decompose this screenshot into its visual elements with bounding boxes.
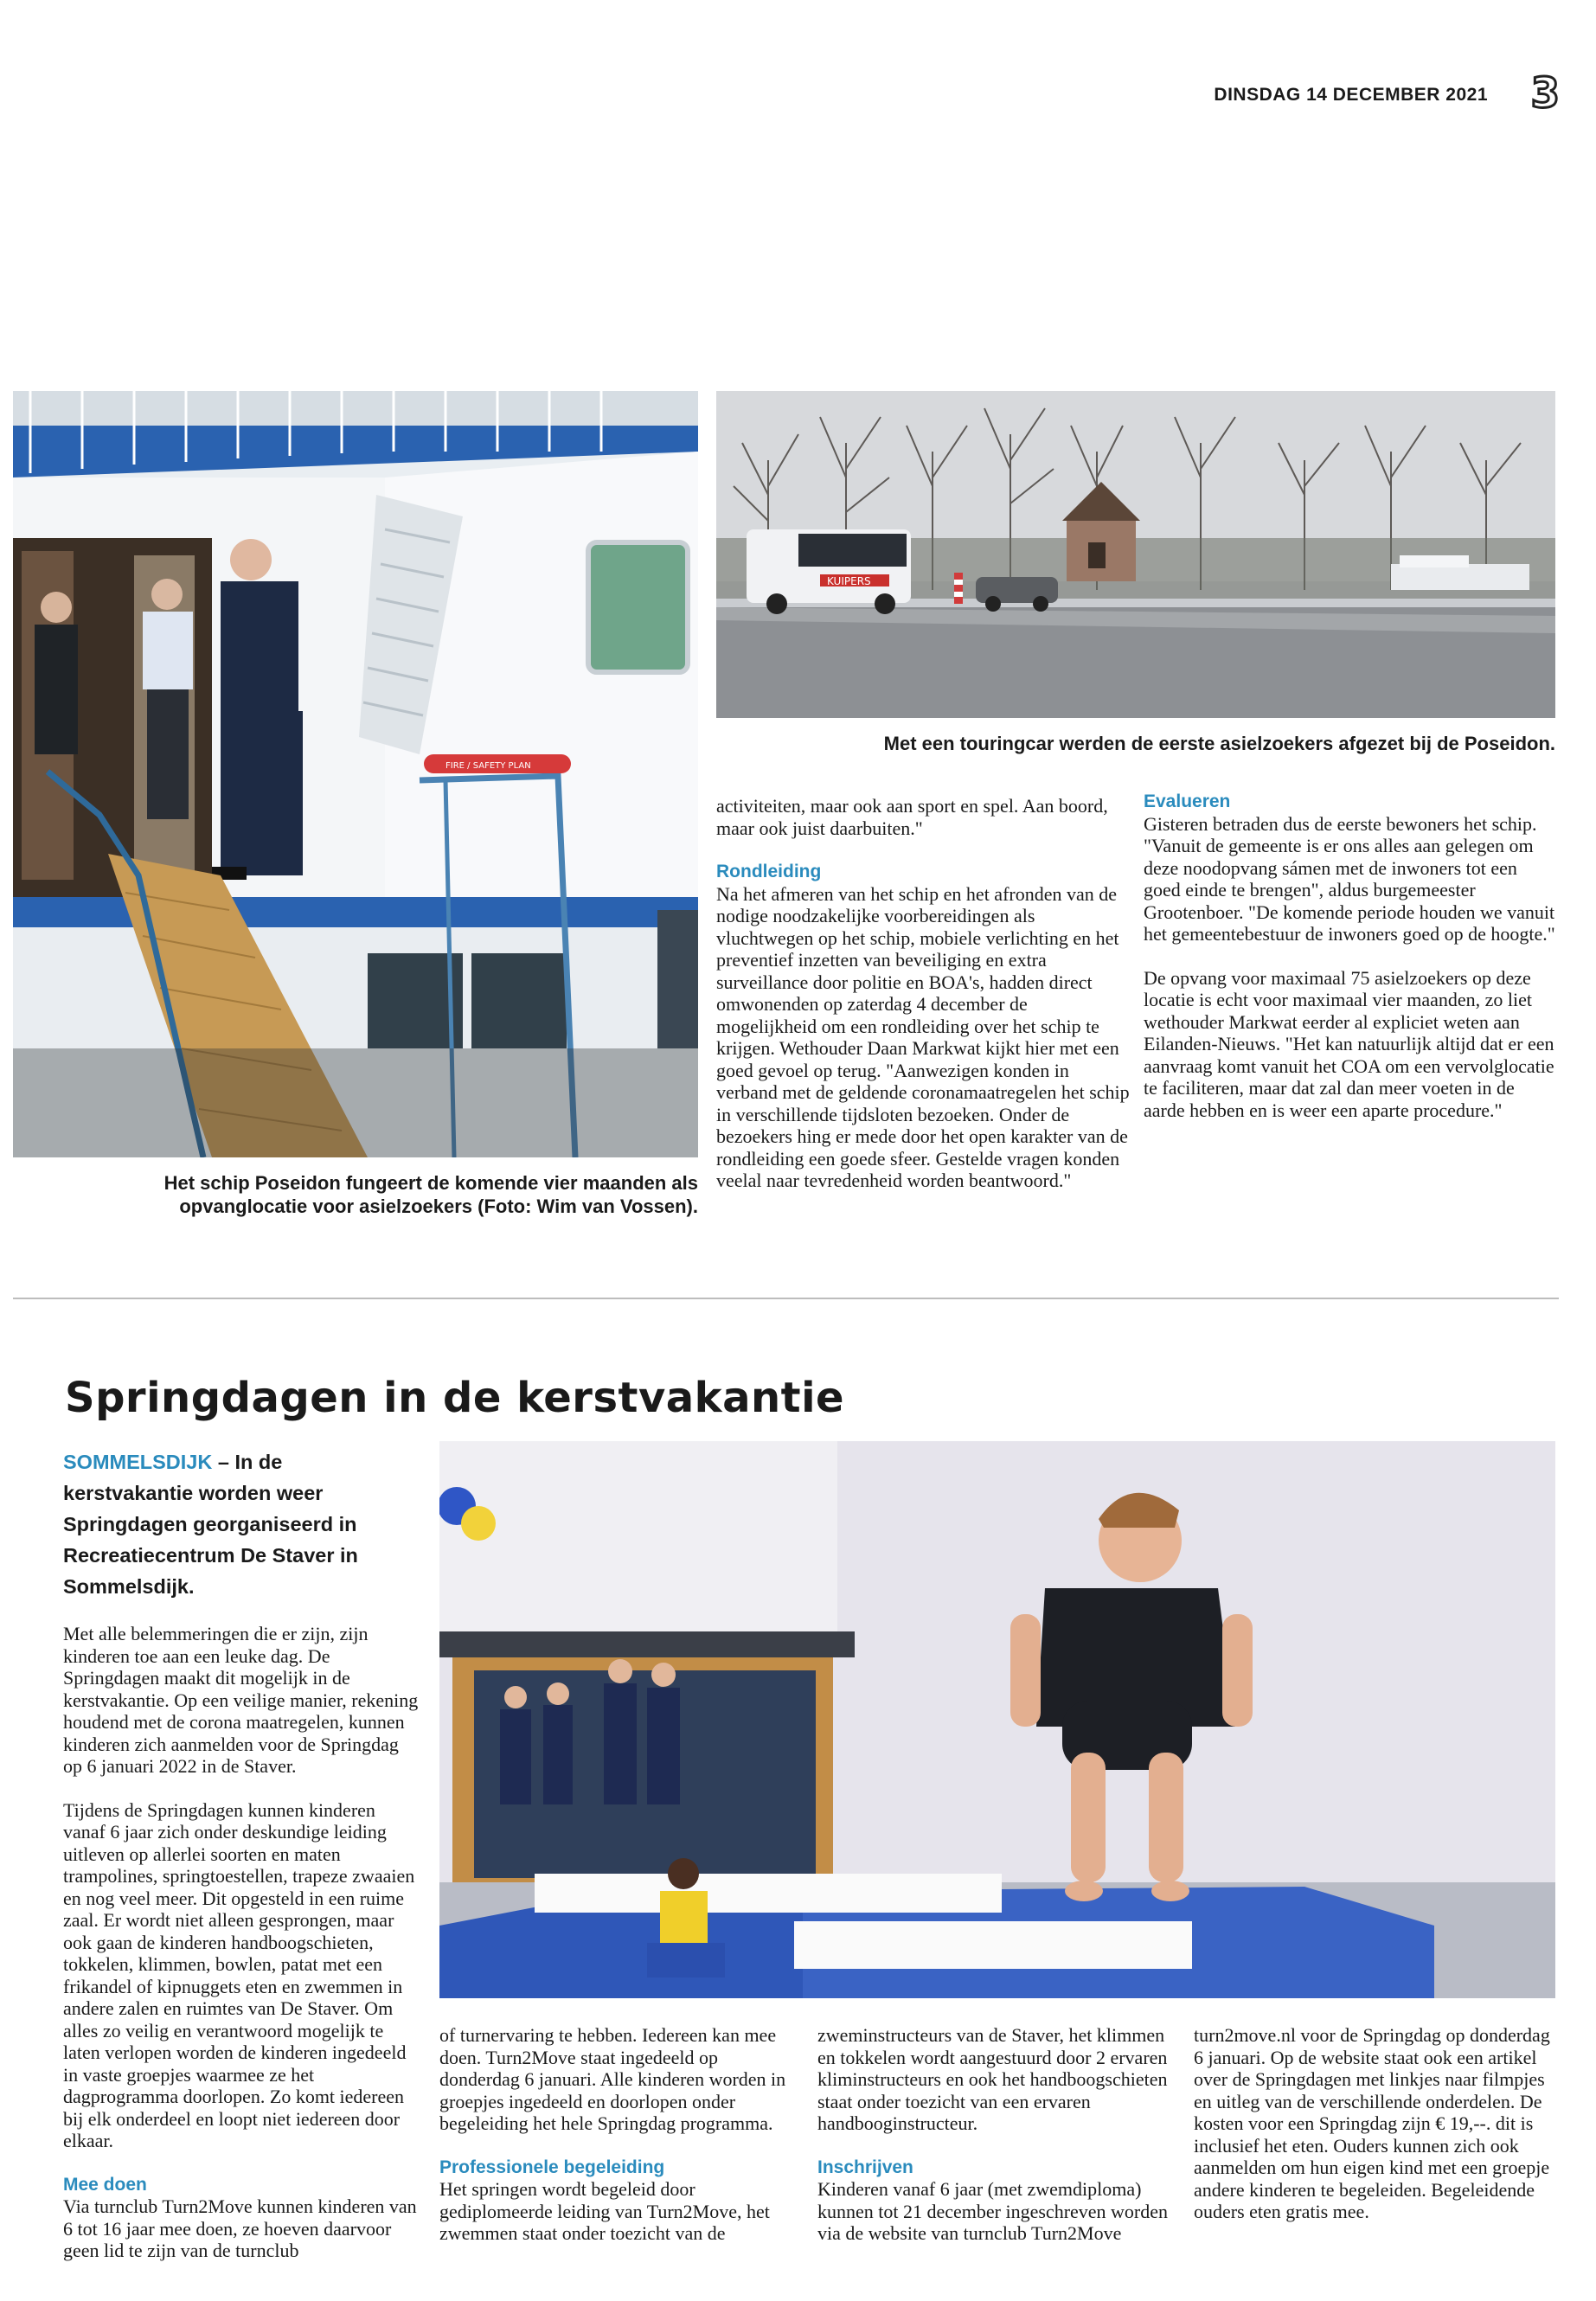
section-divider (13, 1298, 1559, 1299)
paragraph: Gisteren betraden dus de eerste bewoners het schip. "Vanuit de gemeente is er ons alles aan gelegen om deze noodopvang sámen met de inwoners tot een goed einde te brengen", aldus burgemeester Grootenboer. "De komende periode houden we vanuit het gemeentebestuur de inwoners goed op de hoogte." (1144, 812, 1555, 945)
photo-trampoline (439, 1441, 1555, 1998)
story1-column-1 (716, 795, 1131, 1214)
paragraph: Via turnclub Turn2Move kunnen kinderen van 6 tot 16 jaar mee doen, ze hoeven daarvoor geen lid te zijn van de turnclub (63, 2195, 417, 2261)
bus-logo-text: KUIPERS (827, 575, 871, 587)
paragraph: of turnervaring te hebben. Iedereen kan mee doen. Turn2Move staat ingedeeld op donderdag 6 januari. Alle kinderen worden in groepjes ingedeeld en doorlopen onder begeleiding het hele Springdag programma. (439, 2024, 786, 2134)
paragraph: activiteiten, maar ook aan sport en spel. Aan boord, maar ook juist daarbuiten." (716, 795, 1108, 839)
story2-column-4 (1194, 2024, 1550, 2245)
touringcar-illustration (716, 391, 1555, 718)
svg-text:FIRE / SAFETY PLAN: FIRE / SAFETY PLAN (445, 761, 531, 771)
trampoline-illustration (439, 1441, 1555, 1998)
lead-text: – In de kerstvakantie worden weer Springdagen georganiseerd in Recreatiecentrum De Staver in Sommelsdijk. (63, 1451, 358, 1598)
caption-ship: Het schip Poseidon fungeert de komende vier maanden als opvanglocatie voor asielzoekers (Foto: Wim van Vossen). (163, 1172, 698, 1217)
subheading-inschrijven: Inschrijven (817, 2157, 913, 2177)
paragraph: Na het afmeren van het schip en het afronden van de nodige noodzakelijke voorbereidingen als vluchtwegen op het schip, mobiele verlichting en het preventief inzetten van beveiliging en extra surveillance door politie en BOA's, hadden direct omwonenden op zaterdag 4 december de mogelijkheid om een rondleiding over het schip te krijgen. Wethouder Daan Markwat kijkt hier met een goed gevoel op terug. "Aanwezigen konden in verband met de geldende coronamaatregelen het schip in verschillende tijdsloten bezoeken. Onder de bezoekers hing er mede door het open karakter van de rondleiding een goede sfeer. Gestelde vragen konden veelal naar tevredenheid worden beantwoord." (716, 882, 1130, 1191)
story2-column-2 (439, 2024, 790, 2266)
subheading-mee-doen: Mee doen (63, 2174, 147, 2195)
subheading-evalueren: Evalueren (1144, 792, 1231, 811)
issue-date: DINSDAG 14 DECEMBER 2021 (1214, 85, 1488, 105)
story2-column-3 (817, 2024, 1172, 2266)
paragraph: zweminstructeurs van de Staver, het klimmen en tokkelen wordt aangestuurd door 2 ervaren kliminstructeurs en ook het handboogschieten staat onder toezicht van een ervaren handbooginstructeur. (817, 2024, 1168, 2134)
paragraph: Het springen wordt begeleid door gediplomeerde leiding van Turn2Move, het zwemmen staat onder toezicht van de (439, 2178, 770, 2244)
headline-springdagen: Springdagen in de kerstvakantie (65, 1374, 845, 1422)
lead-paragraph (63, 1446, 399, 1602)
subheading-rondleiding: Rondleiding (716, 862, 822, 881)
subheading-professionele-begeleiding: Professionele begeleiding (439, 2157, 665, 2177)
story1-column-2 (1144, 791, 1559, 1143)
paragraph: Kinderen vanaf 6 jaar (met zwemdiploma) kunnen tot 21 december ingeschreven worden via de website van turnclub Turn2Move (817, 2178, 1169, 2244)
paragraph: turn2move.nl voor de Springdag op donderdag 6 januari. Op de website staat ook een artikel over de Springdagen met linkjes naar filmpjes en uitleg van de verschillende onderdelen. De kosten voor een Springdag zijn € 19,--. dit is inclusief het eten. Ouders kunnen zich ook aanmelden om hun eigen kind met een groepje andere kinderen te begeleiden. Begeleidende ouders eten gratis mee. (1194, 2024, 1550, 2222)
story2-column-1 (63, 1623, 420, 2284)
photo-ship-gangway (13, 391, 698, 1157)
paragraph: De opvang voor maximaal 75 asielzoekers op deze locatie is echt voor maximaal vier maanden, zo liet wethouder Markwat eerder al expliciet weten aan Eilanden-Nieuws. "Het kan natuurlijk altijd dat er een aanvraag komt vanuit het COA om een vervolglocatie te faciliteren, maar dat zal dan meer voeten in de aarde hebben en is weer een aparte procedure." (1144, 966, 1554, 1121)
ship-gangway-illustration (13, 391, 698, 1157)
paragraph: Tijdens de Springdagen kunnen kinderen vanaf 6 jaar zich onder deskundige leiding uitleven op allerlei soorten en maten trampolines, springtoestellen, trapeze zwaaien en nog veel meer. Dit opgesteld in een ruime zaal. Er wordt niet alleen gesprongen, maar ook gaan de kinderen handboogschieten, tokkelen, klimmen, bowlen, patat met een frikandel of kipnuggets eten en zwemmen in andere zalen en ruimtes van De Staver. Om alles zo veilig en verantwoord mogelijk te laten verlopen worden de kinderen ingedeeld in vaste groepjes waarmee ze het dagprogramma doorlopen. Zo komt iedereen bij elk onderdeel en loopt niet iedereen door elkaar. (63, 1798, 415, 2151)
dateline-place: SOMMELSDIJK (63, 1451, 213, 1473)
caption-touringcar: Met een touringcar werden de eerste asielzoekers afgezet bij de Poseidon. (883, 733, 1555, 754)
page-number: 3 (1530, 69, 1560, 118)
paragraph: Met alle belemmeringen die er zijn, zijn kinderen toe aan een leuke dag. De Springdagen maakt dit mogelijk in de kerstvakantie. Op een veilige manier, rekening houdend met de corona maatregelen, kunnen kinderen zich aanmelden voor de Springdag op 6 januari 2022 in de Staver. (63, 1623, 419, 1777)
photo-touringcar (716, 391, 1555, 718)
